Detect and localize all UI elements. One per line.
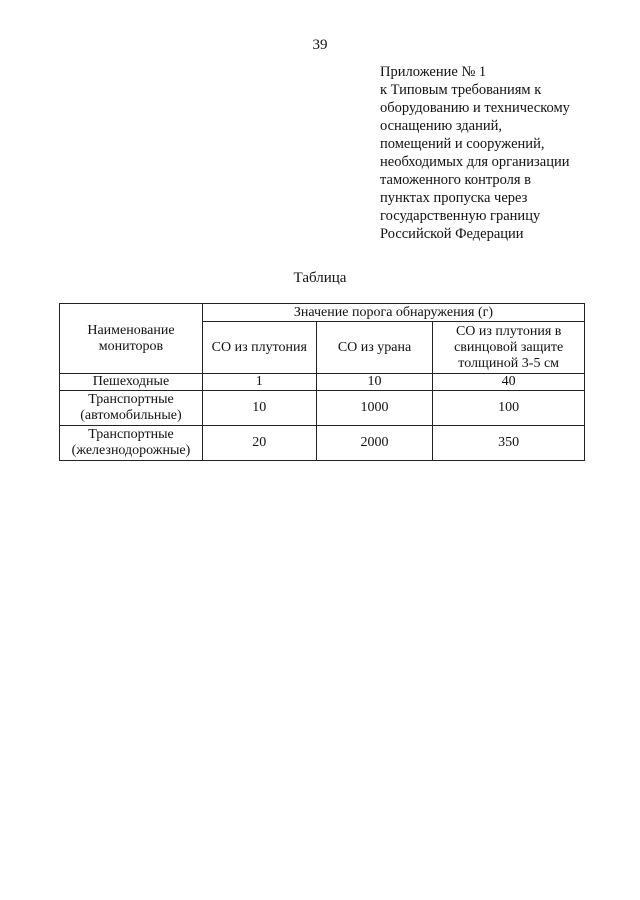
appendix-header [380, 63, 630, 243]
table-row [60, 391, 585, 426]
appendix-line: государственную границу [380, 208, 541, 224]
cell-shielded: 40 [433, 374, 585, 391]
table-row [60, 374, 585, 391]
row-name [60, 426, 203, 461]
row-name-line: Транспортные [88, 392, 174, 407]
table-caption: Таблица [293, 270, 347, 286]
header-shielded-line: толщиной 3-5 см [458, 355, 560, 371]
row-name-line: (железнодорожные) [71, 443, 191, 458]
cell-uranium: 10 [316, 374, 433, 391]
appendix-line: таможенного контроля в [380, 172, 532, 188]
cell-shielded: 350 [433, 426, 585, 461]
header-plutonium: СО из плутония [202, 322, 316, 374]
header-monitors-line: мониторов [98, 338, 164, 354]
page-number: 39 [312, 37, 328, 53]
cell-plutonium: 20 [202, 426, 316, 461]
cell-plutonium: 10 [202, 391, 316, 426]
row-name [60, 391, 203, 426]
cell-uranium: 1000 [316, 391, 433, 426]
appendix-line: оборудованию и техническому [380, 100, 570, 116]
appendix-line: помещений и сооружений, [380, 136, 545, 152]
header-monitors [60, 304, 203, 374]
appendix-line: Российской Федерации [380, 226, 524, 242]
appendix-line: оснащению зданий, [380, 118, 503, 134]
cell-uranium: 2000 [316, 426, 433, 461]
appendix-line: Приложение № 1 [380, 64, 487, 80]
header-threshold-group: Значение порога обнаружения (г) [202, 304, 584, 322]
cell-plutonium: 1 [202, 374, 316, 391]
appendix-line: к Типовым требованиям к [380, 82, 542, 98]
table-row [60, 426, 585, 461]
row-name-line: (автомобильные) [80, 408, 182, 423]
row-name-line: Транспортные [88, 427, 174, 442]
cell-shielded: 100 [433, 391, 585, 426]
row-name [60, 374, 203, 391]
table-header-row [60, 304, 585, 322]
row-name-line: Пешеходные [92, 374, 170, 389]
header-uranium: СО из урана [316, 322, 433, 374]
header-shielded [433, 322, 585, 374]
header-monitors-line: Наименование [87, 322, 175, 338]
header-shielded-line: СО из плутония в [455, 323, 562, 339]
appendix-line: пунктах пропуска через [380, 190, 528, 206]
detection-threshold-table [59, 303, 585, 461]
header-shielded-line: свинцовой защите [454, 339, 564, 355]
appendix-line: необходимых для организации [380, 154, 570, 170]
